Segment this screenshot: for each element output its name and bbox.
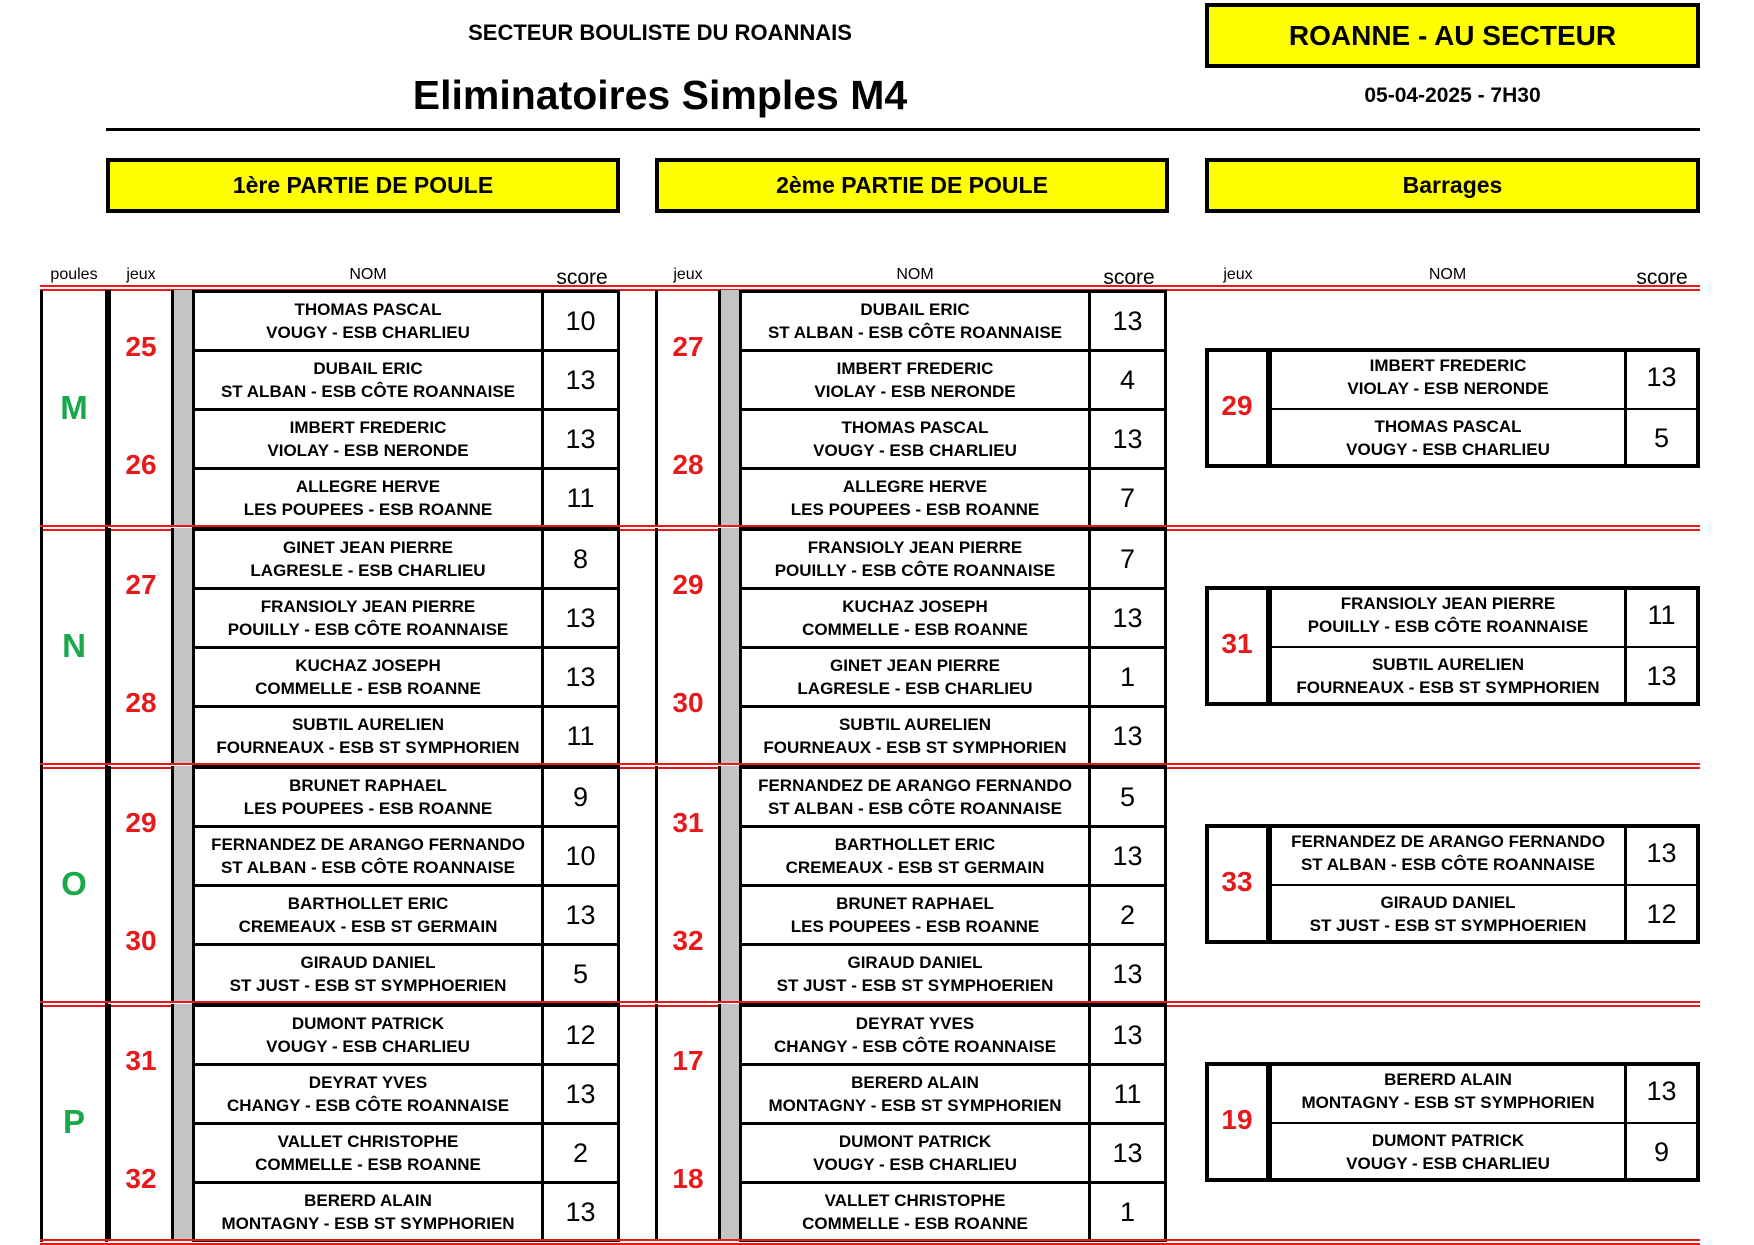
gray-strip bbox=[721, 884, 739, 1002]
player-name: FERNANDEZ DE ARANGO FERNANDO bbox=[758, 776, 1072, 795]
r1-player bbox=[192, 290, 544, 349]
r1-player bbox=[192, 1122, 544, 1181]
player-name: DUMONT PATRICK bbox=[1371, 1131, 1525, 1150]
player-name: BRUNET RAPHAEL bbox=[836, 894, 994, 913]
r2-score: 1 bbox=[1091, 646, 1167, 705]
col-score-r2: score bbox=[1103, 266, 1155, 289]
r1-score: 13 bbox=[544, 349, 620, 408]
section-round2: 2ème PARTIE DE POULE bbox=[655, 158, 1169, 213]
r1-score: 8 bbox=[544, 528, 620, 587]
col-nom-bar: NOM bbox=[1428, 266, 1467, 283]
r1-player bbox=[192, 408, 544, 467]
player-name: DEYRAT YVES bbox=[855, 1014, 975, 1033]
player-name: BRUNET RAPHAEL bbox=[289, 776, 447, 795]
r2-score: 13 bbox=[1091, 705, 1167, 764]
r1-player bbox=[192, 587, 544, 646]
r1-score: 9 bbox=[544, 766, 620, 825]
jeu-number: 26 bbox=[125, 449, 157, 480]
player-name: SUBTIL AURELIEN bbox=[291, 715, 445, 734]
player-name: ALLEGRE HERVE bbox=[295, 477, 441, 496]
player-name: BERERD ALAIN bbox=[851, 1073, 979, 1092]
event-date: 05-04-2025 - 7H30 bbox=[1364, 84, 1541, 107]
player-club: LES POUPEES - ESB ROANNE bbox=[790, 500, 1040, 519]
r2-score: 11 bbox=[1091, 1063, 1167, 1122]
player-name: THOMAS PASCAL bbox=[1374, 417, 1522, 436]
player-club: COMMELLE - ESB ROANNE bbox=[255, 1155, 481, 1174]
jeu-number: 29 bbox=[672, 569, 704, 600]
player-name: DUMONT PATRICK bbox=[838, 1132, 992, 1151]
gray-strip bbox=[721, 766, 739, 884]
player-name: ALLEGRE HERVE bbox=[842, 477, 988, 496]
jeu-number: 27 bbox=[672, 331, 704, 362]
r2-player bbox=[739, 528, 1091, 587]
player-club: ST ALBAN - ESB CÔTE ROANNAISE bbox=[767, 799, 1063, 818]
r2-player bbox=[739, 646, 1091, 705]
player-club: ST ALBAN - ESB CÔTE ROANNAISE bbox=[220, 858, 516, 877]
gray-strip bbox=[721, 528, 739, 646]
player-name: FERNANDEZ DE ARANGO FERNANDO bbox=[211, 835, 525, 854]
player-name: THOMAS PASCAL bbox=[294, 300, 442, 319]
player-name: SUBTIL AURELIEN bbox=[1371, 655, 1525, 674]
player-name: DUMONT PATRICK bbox=[291, 1014, 445, 1033]
jeu-number: 30 bbox=[672, 687, 704, 718]
player-club: ST JUST - ESB ST SYMPHOERIEN bbox=[229, 976, 507, 995]
player-name: GINET JEAN PIERRE bbox=[829, 656, 1001, 675]
jeu-number: 25 bbox=[125, 331, 157, 362]
barrage-score: 13 bbox=[1624, 825, 1696, 884]
player-name: VALLET CHRISTOPHE bbox=[824, 1191, 1006, 1210]
pool-letter: N bbox=[62, 627, 86, 664]
barrage-score: 13 bbox=[1624, 1063, 1696, 1122]
barrage-score: 12 bbox=[1624, 884, 1696, 943]
player-name: DUBAIL ERIC bbox=[313, 359, 423, 378]
player-club: CREMEAUX - ESB ST GERMAIN bbox=[238, 917, 498, 936]
jeu-number: 32 bbox=[672, 925, 704, 956]
r2-player bbox=[739, 825, 1091, 884]
player-name: IMBERT FREDERIC bbox=[289, 418, 447, 437]
player-club: COMMELLE - ESB ROANNE bbox=[802, 1214, 1028, 1233]
r2-score: 1 bbox=[1091, 1181, 1167, 1240]
player-name: BERERD ALAIN bbox=[1384, 1070, 1512, 1089]
player-name: DEYRAT YVES bbox=[308, 1073, 428, 1092]
player-club: CHANGY - ESB CÔTE ROANNAISE bbox=[226, 1096, 510, 1115]
player-club: VOUGY - ESB CHARLIEU bbox=[1346, 440, 1550, 459]
r1-score: 2 bbox=[544, 1122, 620, 1181]
r1-score: 13 bbox=[544, 1063, 620, 1122]
page-title: Eliminatoires Simples M4 bbox=[412, 72, 908, 118]
r1-score: 13 bbox=[544, 646, 620, 705]
player-club: CREMEAUX - ESB ST GERMAIN bbox=[785, 858, 1045, 877]
player-club: MONTAGNY - ESB ST SYMPHORIEN bbox=[221, 1214, 515, 1233]
player-club: FOURNEAUX - ESB ST SYMPHORIEN bbox=[763, 738, 1067, 757]
barrage-player bbox=[1269, 646, 1624, 705]
r2-player bbox=[739, 1063, 1091, 1122]
r1-player bbox=[192, 705, 544, 764]
r1-score: 11 bbox=[544, 467, 620, 526]
col-jeux-r2: jeux bbox=[673, 266, 703, 283]
barrage-player bbox=[1269, 1122, 1624, 1181]
gray-strip bbox=[174, 766, 192, 884]
pool-letter: M bbox=[60, 389, 88, 426]
col-score-r1: score bbox=[556, 266, 608, 289]
col-jeux-bar: jeux bbox=[1223, 266, 1253, 283]
barrage-player bbox=[1269, 825, 1624, 884]
r2-player bbox=[739, 587, 1091, 646]
player-club: LES POUPEES - ESB ROANNE bbox=[790, 917, 1040, 936]
r2-player bbox=[739, 349, 1091, 408]
col-jeux-r1: jeux bbox=[126, 266, 156, 283]
gray-strip bbox=[721, 1122, 739, 1240]
r2-player bbox=[739, 467, 1091, 526]
barrage-jeu-number: 29 bbox=[1221, 390, 1253, 421]
gray-strip bbox=[174, 646, 192, 764]
player-club: ST JUST - ESB ST SYMPHOERIEN bbox=[1309, 916, 1587, 935]
r1-score: 13 bbox=[544, 1181, 620, 1240]
r2-player bbox=[739, 408, 1091, 467]
organizer-title: SECTEUR BOULISTE DU ROANNAIS bbox=[468, 20, 852, 45]
barrage-jeu-number: 31 bbox=[1221, 628, 1253, 659]
r1-player bbox=[192, 1181, 544, 1240]
r1-player bbox=[192, 528, 544, 587]
barrage-player bbox=[1269, 408, 1624, 467]
player-club: VOUGY - ESB CHARLIEU bbox=[266, 323, 470, 342]
r1-score: 11 bbox=[544, 705, 620, 764]
header-divider bbox=[106, 128, 1700, 131]
r2-player bbox=[739, 1181, 1091, 1240]
gray-strip bbox=[721, 1004, 739, 1122]
r1-score: 10 bbox=[544, 290, 620, 349]
barrage-player bbox=[1269, 587, 1624, 646]
r2-score: 13 bbox=[1091, 587, 1167, 646]
r1-score: 10 bbox=[544, 825, 620, 884]
player-name: FRANSIOLY JEAN PIERRE bbox=[807, 538, 1023, 557]
r2-player bbox=[739, 943, 1091, 1002]
barrage-player bbox=[1269, 349, 1624, 408]
jeu-number: 28 bbox=[125, 687, 157, 718]
player-club: VIOLAY - ESB NERONDE bbox=[814, 382, 1016, 401]
jeu-number: 17 bbox=[672, 1045, 704, 1076]
barrage-player bbox=[1269, 1063, 1624, 1122]
player-club: VOUGY - ESB CHARLIEU bbox=[813, 1155, 1017, 1174]
r2-score: 4 bbox=[1091, 349, 1167, 408]
player-club: LES POUPEES - ESB ROANNE bbox=[243, 799, 493, 818]
gray-strip bbox=[721, 408, 739, 526]
r2-score: 13 bbox=[1091, 1122, 1167, 1181]
gray-strip bbox=[174, 1122, 192, 1240]
r2-player bbox=[739, 766, 1091, 825]
section-round1: 1ère PARTIE DE POULE bbox=[106, 158, 620, 213]
col-nom-r1: NOM bbox=[349, 266, 387, 283]
r2-score: 7 bbox=[1091, 528, 1167, 587]
jeu-number: 28 bbox=[672, 449, 704, 480]
jeu-number: 18 bbox=[672, 1163, 704, 1194]
r1-player bbox=[192, 943, 544, 1002]
pool-letter: O bbox=[61, 865, 87, 902]
jeu-number: 29 bbox=[125, 807, 157, 838]
player-name: BARTHOLLET ERIC bbox=[834, 835, 996, 854]
player-club: COMMELLE - ESB ROANNE bbox=[802, 620, 1028, 639]
r1-player bbox=[192, 1063, 544, 1122]
r2-score: 2 bbox=[1091, 884, 1167, 943]
player-club: POUILLY - ESB CÔTE ROANNAISE bbox=[774, 561, 1056, 580]
player-name: GINET JEAN PIERRE bbox=[282, 538, 454, 557]
barrage-score: 5 bbox=[1624, 408, 1696, 467]
player-name: KUCHAZ JOSEPH bbox=[295, 656, 441, 675]
player-name: VALLET CHRISTOPHE bbox=[277, 1132, 459, 1151]
player-club: ST ALBAN - ESB CÔTE ROANNAISE bbox=[1300, 855, 1596, 874]
player-name: DUBAIL ERIC bbox=[860, 300, 970, 319]
barrage-score: 11 bbox=[1624, 587, 1696, 646]
section-barrages: Barrages bbox=[1205, 158, 1700, 213]
r2-player bbox=[739, 1004, 1091, 1063]
gray-strip bbox=[721, 290, 739, 408]
r1-player bbox=[192, 646, 544, 705]
barrage-player bbox=[1269, 884, 1624, 943]
r2-score: 13 bbox=[1091, 1004, 1167, 1063]
player-club: VOUGY - ESB CHARLIEU bbox=[1346, 1154, 1550, 1173]
r1-player bbox=[192, 1004, 544, 1063]
r2-player bbox=[739, 884, 1091, 943]
col-poules: poules bbox=[50, 266, 98, 283]
r1-score: 12 bbox=[544, 1004, 620, 1063]
r2-player bbox=[739, 290, 1091, 349]
r1-score: 13 bbox=[544, 884, 620, 943]
player-name: IMBERT FREDERIC bbox=[1369, 356, 1527, 375]
gray-strip bbox=[174, 884, 192, 1002]
player-club: MONTAGNY - ESB ST SYMPHORIEN bbox=[1301, 1093, 1595, 1112]
jeu-number: 31 bbox=[125, 1045, 157, 1076]
barrage-jeu-number: 19 bbox=[1221, 1104, 1253, 1135]
jeu-number: 32 bbox=[125, 1163, 157, 1194]
player-name: THOMAS PASCAL bbox=[841, 418, 989, 437]
player-name: GIRAUD DANIEL bbox=[300, 953, 436, 972]
player-name: FERNANDEZ DE ARANGO FERNANDO bbox=[1291, 832, 1605, 851]
r1-player bbox=[192, 825, 544, 884]
player-name: BERERD ALAIN bbox=[304, 1191, 432, 1210]
player-club: FOURNEAUX - ESB ST SYMPHORIEN bbox=[216, 738, 520, 757]
gray-strip bbox=[174, 1004, 192, 1122]
player-name: KUCHAZ JOSEPH bbox=[842, 597, 988, 616]
player-name: SUBTIL AURELIEN bbox=[838, 715, 992, 734]
player-club: VOUGY - ESB CHARLIEU bbox=[266, 1037, 470, 1056]
player-club: COMMELLE - ESB ROANNE bbox=[255, 679, 481, 698]
player-club: POUILLY - ESB CÔTE ROANNAISE bbox=[1307, 617, 1589, 636]
barrage-score: 13 bbox=[1624, 349, 1696, 408]
player-name: IMBERT FREDERIC bbox=[836, 359, 994, 378]
player-club: VIOLAY - ESB NERONDE bbox=[267, 441, 469, 460]
r2-score: 13 bbox=[1091, 408, 1167, 467]
r1-player bbox=[192, 467, 544, 526]
player-club: ST ALBAN - ESB CÔTE ROANNAISE bbox=[767, 323, 1063, 342]
player-club: LAGRESLE - ESB CHARLIEU bbox=[250, 561, 486, 580]
player-name: GIRAUD DANIEL bbox=[847, 953, 983, 972]
player-name: FRANSIOLY JEAN PIERRE bbox=[260, 597, 476, 616]
r1-score: 13 bbox=[544, 587, 620, 646]
jeu-number: 30 bbox=[125, 925, 157, 956]
r2-score: 13 bbox=[1091, 825, 1167, 884]
barrage-score: 13 bbox=[1624, 646, 1696, 705]
r1-player bbox=[192, 766, 544, 825]
r2-score: 5 bbox=[1091, 766, 1167, 825]
player-club: MONTAGNY - ESB ST SYMPHORIEN bbox=[768, 1096, 1062, 1115]
r2-score: 13 bbox=[1091, 290, 1167, 349]
player-name: FRANSIOLY JEAN PIERRE bbox=[1340, 594, 1556, 613]
location-banner: ROANNE - AU SECTEUR bbox=[1205, 3, 1700, 68]
player-club: ST ALBAN - ESB CÔTE ROANNAISE bbox=[220, 382, 516, 401]
player-name: BARTHOLLET ERIC bbox=[287, 894, 449, 913]
col-score-bar: score bbox=[1636, 266, 1688, 289]
r1-score: 13 bbox=[544, 408, 620, 467]
player-club: POUILLY - ESB CÔTE ROANNAISE bbox=[227, 620, 509, 639]
player-club: VIOLAY - ESB NERONDE bbox=[1347, 379, 1549, 398]
r2-score: 7 bbox=[1091, 467, 1167, 526]
barrage-score: 9 bbox=[1624, 1122, 1696, 1181]
barrage-jeu-number: 33 bbox=[1221, 866, 1253, 897]
gray-strip bbox=[721, 646, 739, 764]
jeu-number: 27 bbox=[125, 569, 157, 600]
player-club: LES POUPEES - ESB ROANNE bbox=[243, 500, 493, 519]
player-club: ST JUST - ESB ST SYMPHOERIEN bbox=[776, 976, 1054, 995]
gray-strip bbox=[174, 290, 192, 408]
player-name: GIRAUD DANIEL bbox=[1380, 893, 1516, 912]
r1-player bbox=[192, 884, 544, 943]
gray-strip bbox=[174, 528, 192, 646]
jeu-number: 31 bbox=[672, 807, 704, 838]
r1-score: 5 bbox=[544, 943, 620, 1002]
player-club: VOUGY - ESB CHARLIEU bbox=[813, 441, 1017, 460]
r1-player bbox=[192, 349, 544, 408]
player-club: LAGRESLE - ESB CHARLIEU bbox=[797, 679, 1033, 698]
r2-player bbox=[739, 705, 1091, 764]
pool-letter: P bbox=[62, 1103, 85, 1140]
gray-strip bbox=[174, 408, 192, 526]
r2-score: 13 bbox=[1091, 943, 1167, 1002]
player-club: FOURNEAUX - ESB ST SYMPHORIEN bbox=[1296, 678, 1600, 697]
player-club: CHANGY - ESB CÔTE ROANNAISE bbox=[773, 1037, 1057, 1056]
col-nom-r2: NOM bbox=[896, 266, 934, 283]
r2-player bbox=[739, 1122, 1091, 1181]
